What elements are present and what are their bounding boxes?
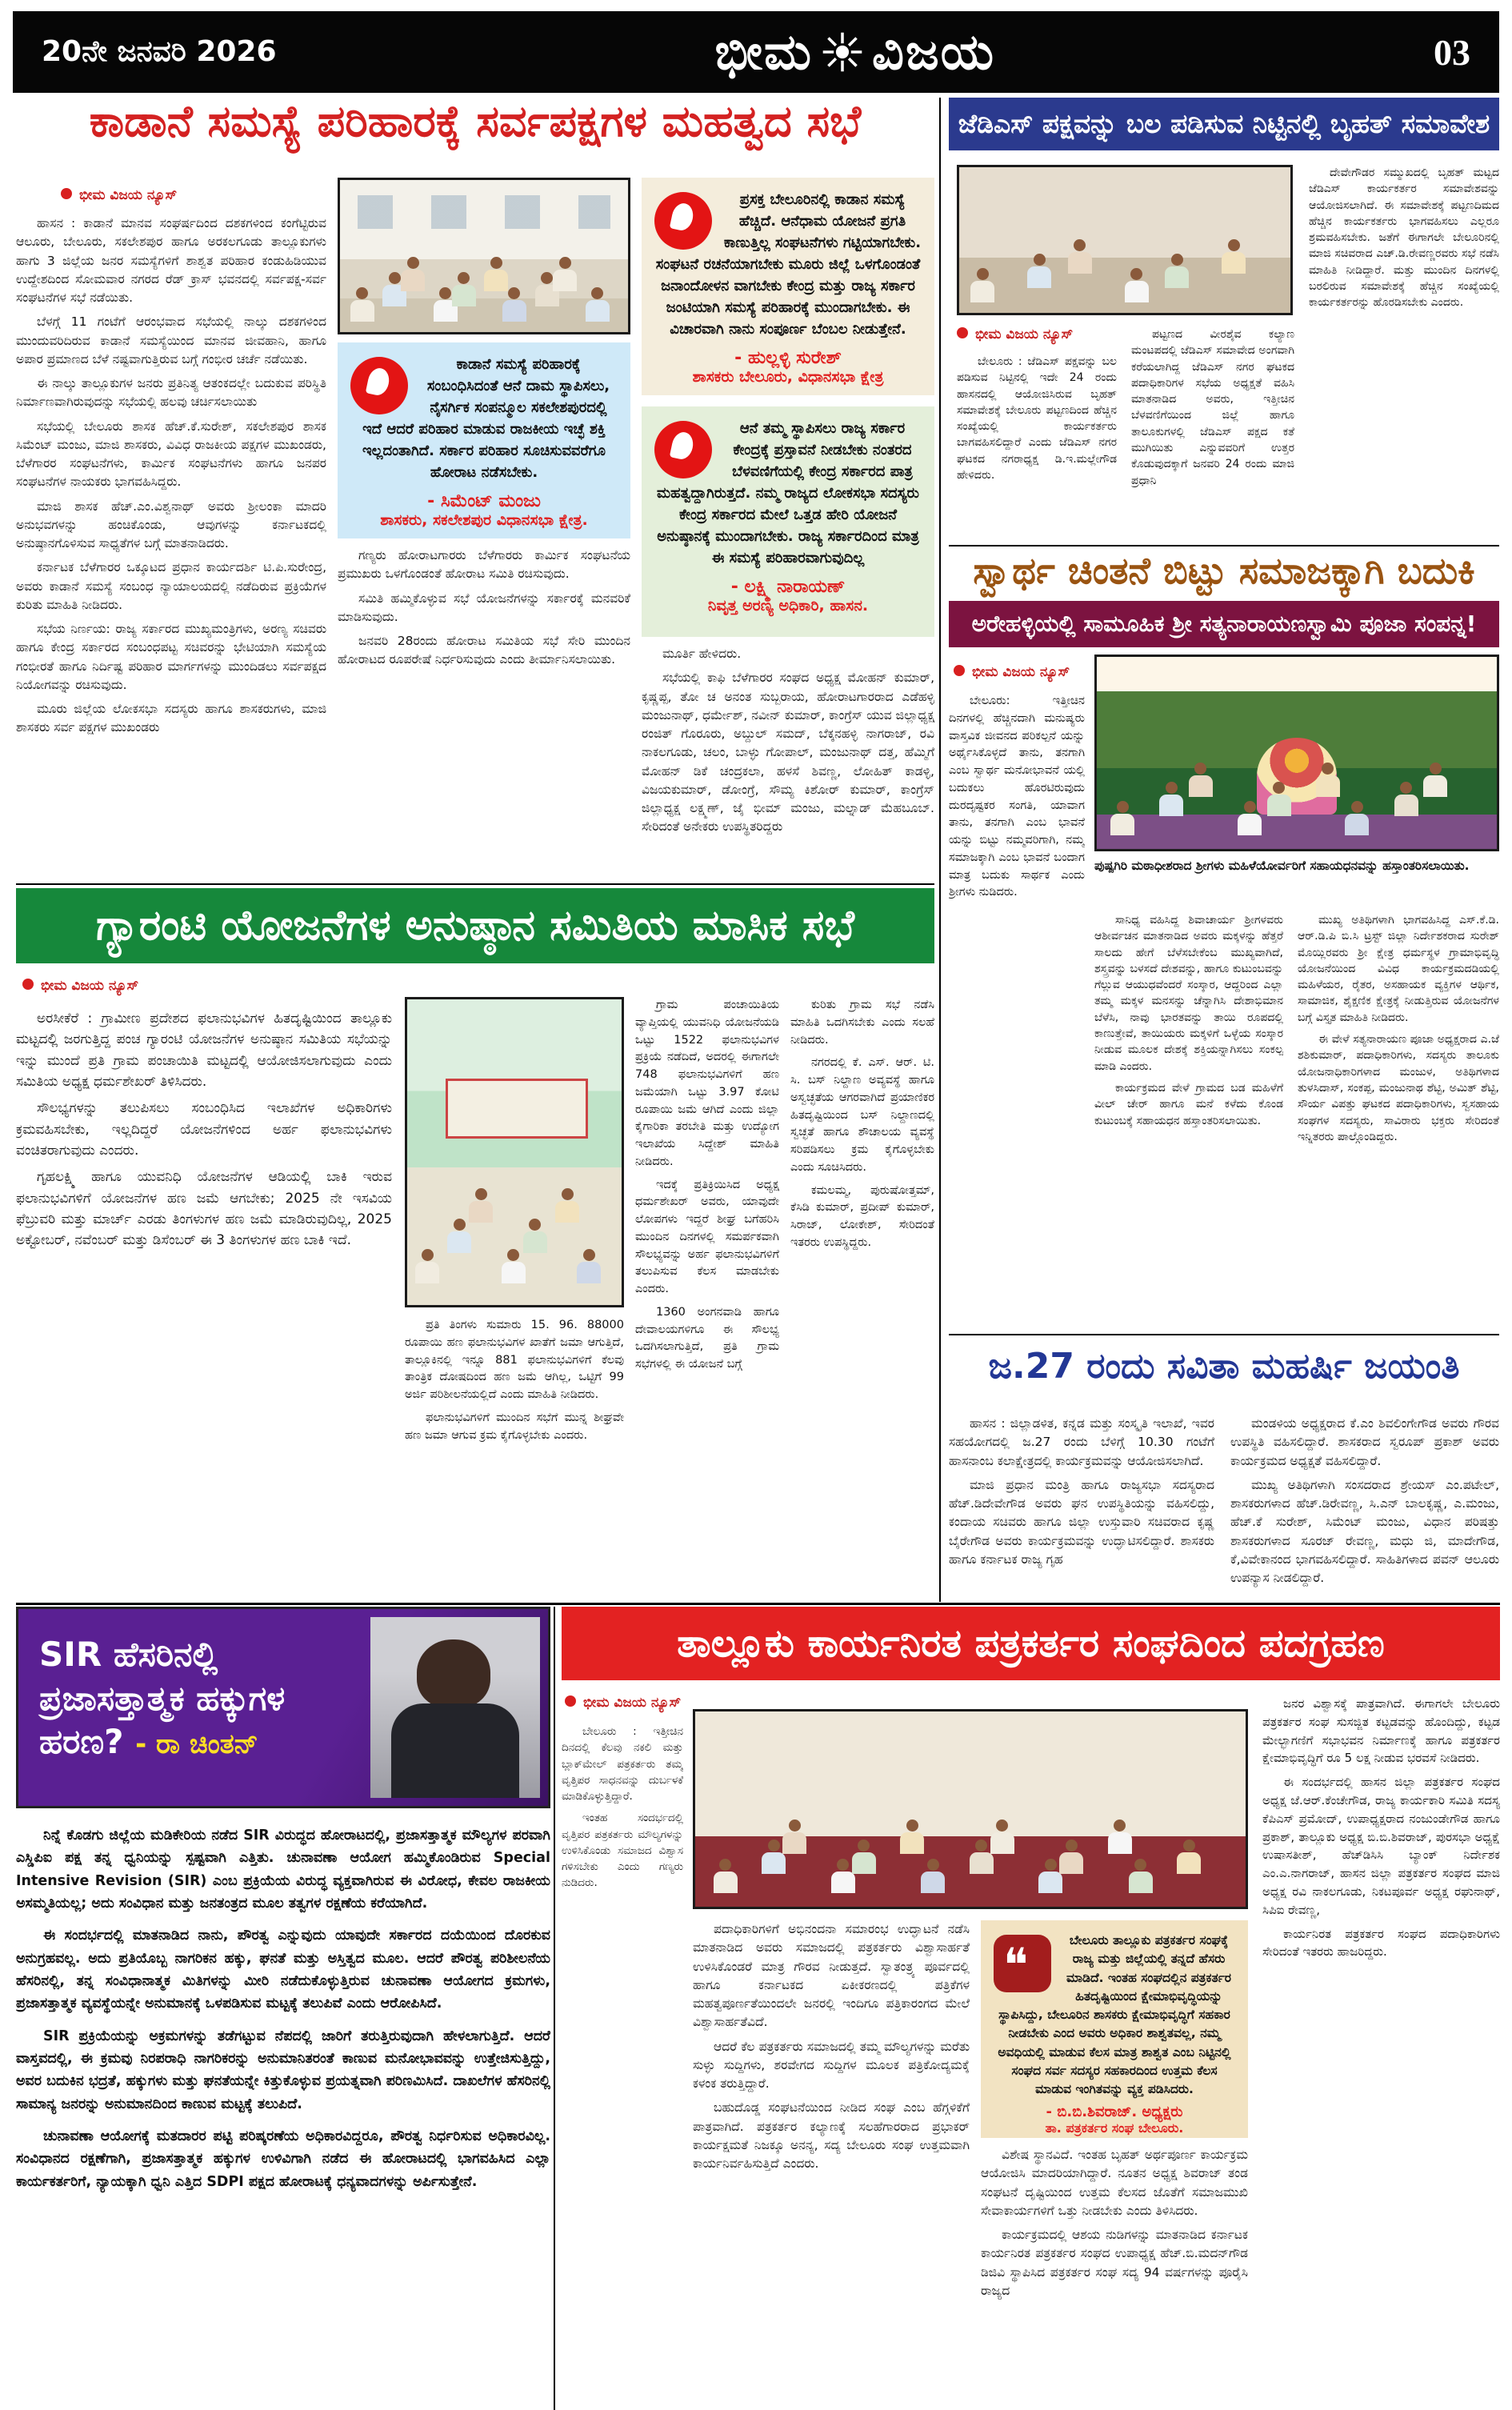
page-number: 03 bbox=[1434, 31, 1470, 73]
article-swartha-headline: ಸ್ವಾರ್ಥ ಚಿಂತನೆ ಬಿಟ್ಟು ಸಮಾಜಕ್ಕಾಗಿ ಬದುಕಿ bbox=[973, 550, 1475, 592]
paragraph: ಹಾಸನ : ಕಾಡಾನೆ ಮಾನವ ಸಂಘರ್ಷದಿಂದ ದಶಕಗಳಿಂದ ಕಂಗೆಟ್ಟಿರುವ ಆಲೂರು, ಬೇಲೂರು, ಸಕಲೇಶಪುರ ಹಾಗೂ ಅರಕಲಗೂಡು ತಾಲ್ಲೂಕುಗಳು ಹಾಗು 3 ಜಿಲ್ಲೆಯ ಜನರ ಸಮಸ್ಯೆಗಳಿಗೆ ಶಾಶ್ವತ ಪರಿಹಾರ ಕಂಡುಹಿಡಿಯುವ ಉದ್ದೇಶದಿಂದ ಸೋಮವಾರ ನಗರದ ರೆಡ್ ಕ್ರಾಸ್ ಭವನದಲ್ಲಿ ಸರ್ವಪಕ್ಷ-ಸರ್ವ ಸಂಘಟನೆಗಳ ಸಭೆ ನಡೆಯಿತು. bbox=[16, 216, 326, 305]
article-jds-headline: ಜೆಡಿಎಸ್ ಪಕ್ಷವನ್ನು ಬಲ ಪಡಿಸುವ ನಿಟ್ಟಿನಲ್ಲಿ ಬೃಹತ್ ಸಮಾವೇಶ bbox=[949, 98, 1499, 150]
paragraph: ಸಭೆಯ ನಿರ್ಣಯ: ರಾಜ್ಯ ಸರ್ಕಾರದ ಮುಖ್ಯಮಂತ್ರಿಗಳು, ಅರಣ್ಯ ಸಚಿವರು ಹಾಗೂ ಕೇಂದ್ರ ಸರ್ಕಾರದ ಸಂಬಂಧಪಟ್ಟ ಸಚಿವರನ್ನು ಭೇಟಿಯಾಗಿ ಸಮಸ್ಯೆಯ ಗಂಭೀರತೆ ಹಾಗೂ ನಿರ್ದಿಷ್ಟ ಪರಿಹಾರ ಮಾರ್ಗಗಳನ್ನು ಮುಂದಿಡಲು ಸರ್ವಪಕ್ಷದ ನಿಯೋಗವನ್ನು ರಚಿಸುವುದು. bbox=[16, 622, 326, 692]
paragraph: ಮಂಡಳಿಯ ಅಧ್ಯಕ್ಷರಾದ ಕೆ.ಎಂ ಶಿವಲಿಂಗೇಗೌಡ ಅವರು ಗೌರವ ಉಪಸ್ಥಿತಿ ವಹಿಸಲಿದ್ದಾರೆ. ಶಾಸಕರಾದ ಸ್ವರೂಪ್ ಪ್ರಕಾಶ್ ಅವರು ಕಾರ್ಯಕ್ರಮದ ಅಧ್ಯಕ್ಷತೆ ವಹಿಸಲಿದ್ದಾರೆ. bbox=[1230, 1416, 1499, 1468]
paragraph: ಗೃಹಲಕ್ಷ್ಮಿ ಹಾಗೂ ಯುವನಿಧಿ ಯೋಜನೆಗಳ ಆಡಿಯಲ್ಲಿ ಬಾಕಿ ಇರುವ ಫಲಾನುಭವಿಗಳಿಗೆ ಯೋಜನೆಗಳ ಹಣ ಜಮೆ ಆಗಬೇಕು; 2025 ನೇ ಇಸವಿಯ ಫೆಬ್ರುವರಿ ಮತ್ತು ಮಾರ್ಚ್ ಎರಡು ತಿಂಗಳುಗಳ ಹಣ ಜಮೆ ಮಾಡಿರುವುದಿಲ್ಲ, 2025 ಅಕ್ಟೋಬರ್, ನವೆಂಬರ್ ಮತ್ತು ಡಿಸೆಂಬರ್ ಈ 3 ತಿಂಗಳುಗಳ ಹಣ ಬಾಕಿ ಇದೆ. bbox=[16, 1169, 392, 1249]
paragraph: ಬೇಲೂರು : ಜೆಡಿಎಸ್ ಪಕ್ಷವನ್ನು ಬಲ ಪಡಿಸುವ ನಿಟ್ಟಿನಲ್ಲಿ ಇದೇ 24 ರಂದು ಹಾಸನದಲ್ಲಿ ಆಯೋಜಿಸಿರುವ ಬೃಹತ್ ಸಮಾವೇಶಕ್ಕೆ ಬೇಲೂರು ಪಟ್ಟಣದಿಂದ ಹೆಚ್ಚಿನ ಸಂಖ್ಯೆಯಲ್ಲಿ ಕಾರ್ಯಕರ್ತರು ಬಾಗವಹಿಸಲಿದ್ದಾರೆ ಎಂದು ಜೆಡಿಎಸ್ ನಗರ ಘಟಕದ ನಗರಾಧ್ಯಕ್ಷ ಡಿ.ಇ.ಮಲ್ಲೇಗೌಡ ಹೇಳಿದರು. bbox=[957, 355, 1117, 482]
paragraph: ಅರಸೀಕೆರೆ : ಗ್ರಾಮೀಣ ಪ್ರದೇಶದ ಫಲಾನುಭವಿಗಳ ಹಿತದೃಷ್ಟಿಯಿಂದ ತಾಲ್ಲೂಕು ಮಟ್ಟದಲ್ಲಿ ಜರಗುತ್ತಿದ್ದ ಪಂಚ ಗ್ಯಾರಂಟಿ ಯೋಜನೆಗಳ ಅನುಷ್ಠಾನ ಸಮಿತಿಯ ಸಭೆಯನ್ನು ಇನ್ನು ಮುಂದೆ ಪ್ರತಿ ಗ್ರಾಮ ಪಂಚಾಯಿತಿ ಮಟ್ಟದಲ್ಲಿ ಆಯೋಜಿಸಲಾಗುವುದು ಎಂದು ಸಮಿತಿಯ ಅಧ್ಯಕ್ಷ ಧರ್ಮಶೇಖರ್ ತಿಳಿಸಿದರು. bbox=[16, 1011, 392, 1091]
paragraph: ಬೇಲೂರು : ಇತ್ತೀಚಿನ ದಿನದಲ್ಲಿ ಕೆಲವು ನಕಲಿ ಮತ್ತು ಬ್ಲಾಕ್‌ಮೇಲ್ ಪತ್ರಕರ್ತರು ತಮ್ಮ ವೃತ್ತಿಪರ ಸಾಧನವನ್ನು ದುರ್ಬಳಕೆ ಮಾಡಿಕೊಳ್ಳುತ್ತಿದ್ದಾರೆ. bbox=[562, 1725, 683, 1803]
article-patrakartha-column-1 bbox=[562, 1723, 683, 2410]
article-jds-column-1 bbox=[957, 354, 1117, 546]
quote-box-lakshmi-narayan bbox=[642, 406, 934, 637]
person-figure bbox=[898, 1820, 926, 1854]
person-figure bbox=[1220, 239, 1247, 274]
article-guarantee-headline: ಗ್ಯಾರಂಟಿ ಯೋಜನೆಗಳ ಅನುಷ್ಠಾನ ಸಮಿತಿಯ ಮಾಸಿಕ ಸಭೆ bbox=[16, 888, 934, 963]
paragraph: ಕಾರ್ಯಕ್ರಮದಲ್ಲಿ ಆಶಯ ನುಡಿಗಳನ್ನು ಮಾತನಾಡಿದ ಕರ್ನಾಟಕ ಕಾರ್ಯನಿರತ ಪತ್ರಕರ್ತರ ಸಂಘದ ಉಪಾಧ್ಯಕ್ಷ ಹೆಚ್.ಬಿ.ಮದನ್‌ಗೌಡ ಡಿಜಿವಿ ಸ್ಥಾಪಿಸಿದ ಪತ್ರಕರ್ತರ ಸಂಘ ಸದ್ಯ 94 ವರ್ಷಗಳನ್ನು ಪೂರೈಸಿ ರಾಜ್ಯದ bbox=[981, 2228, 1248, 2298]
paragraph: ಈ ನಾಲ್ಕು ತಾಲ್ಲೂಕುಗಳ ಜನರು ಪ್ರತಿನಿತ್ಯ ಆತಂಕದಲ್ಲೇ ಬದುಕುವ ಪರಿಸ್ಥಿತಿ ನಿರ್ಮಾಣವಾಗಿರುವುದನ್ನು ಸಭೆಯಲ್ಲಿ ಹಲವು ಚರ್ಚಿಸಲಾಯಿತು bbox=[16, 376, 326, 410]
person-figure bbox=[482, 257, 510, 291]
article-jds-column-3 bbox=[1309, 165, 1499, 546]
quote-text: ಬೇಲೂರು ತಾಲ್ಲೂಕು ಪತ್ರಕರ್ತರ ಸಂಘಕ್ಕೆ ರಾಜ್ಯ ಮತ್ತು ಜಿಲ್ಲೆಯಲ್ಲಿ ತನ್ನದೆ ಹೆಸರು ಮಾಡಿದೆ. ಇಂತಹ ಸಂಘದಲ್ಲಿನ ಪತ್ರಕರ್ತರ ಹಿತದೃಷ್ಟಿಯಿಂದ ಕ್ಷೇಮಾಭಿವೃದ್ಧಿಯನ್ನು ಸ್ಥಾಪಿಸಿದ್ದು, ಬೇಲೂರಿನ ಶಾಸಕರು ಕ್ಷೇಮಾಭಿವೃದ್ಧಿಗೆ ಸಹಕಾರ ನೀಡಬೇಕು ಎಂದ ಅವರು ಅಧಿಕಾರ ಶಾಶ್ವತವಲ್ಲ, ನಮ್ಮ ಅವಧಿಯಲ್ಲಿ ಮಾಡುವ ಕೆಲಸ ಮಾತ್ರ ಶಾಶ್ವತ ಎಂಬ ನಿಟ್ಟಿನಲ್ಲಿ ಸಂಘದ ಸರ್ವ ಸದಸ್ಯರ ಸಹಕಾರದಿಂದ ಉತ್ತಮ ಕೆಲಸ ಮಾಡುವ ಇಂಗಿತವನ್ನು ವ್ಯಕ್ತ ಪಡಿಸಿದರು. bbox=[998, 1933, 1231, 2096]
article-sir-banner bbox=[16, 1607, 550, 1808]
paragraph: ನಗರದಲ್ಲಿ ಕೆ. ಎಸ್. ಆರ್. ಟಿ. ಸಿ. ಬಸ್ ನಿಲ್ದಾಣ ಅವ್ಯವಸ್ಥೆ ಹಾಗೂ ಅಸ್ವಚ್ಛತೆಯ ಆಗರವಾಗಿದೆ ಪ್ರಯಾಣಿಕರ ಹಿತದೃಷ್ಟಿಯಿಂದ ಬಸ್ ನಿಲ್ದಾಣದಲ್ಲಿ ಸ್ವಚ್ಛತೆ ಹಾಗೂ ಶೌಚಾಲಯ ವ್ಯವಸ್ಥೆ ಸರಿಪಡಿಸಲು ಕ್ರಮ ಕೈಗೊಳ್ಳಬೇಕು ಎಂದು ಸೂಚಿಸಿದರು. bbox=[790, 1056, 934, 1174]
article-kadane bbox=[16, 98, 934, 883]
byline-dot-icon bbox=[22, 979, 34, 990]
paragraph: ಪಟ್ಟಣದ ವೀರಶೈವ ಕಲ್ಯಾಣ ಮಂಟಪದಲ್ಲಿ ಜೆಡಿಎಸ್ ಸಮಾವೇದ ಅಂಗವಾಗಿ ಕರೆಯಲಾಗಿದ್ದ ಜೆಡಿಎಸ್ ನಗರ ಘಟಕದ ಪದಾಧಿಕಾರಿಗಳ ಸಭೆಯ ಅಧ್ಯಕ್ಷತೆ ವಹಿಸಿ ಮಾತನಾಡಿದ ಅವರು, ಇತ್ತೀಚಿನ ಬೆಳವಣಿಗೆಯಿಂದ ಜಿಲ್ಲೆ ಹಾಗೂ ತಾಲೂಕುಗಳಲ್ಲಿ ಜೆಡಿಎಸ್ ಪಕ್ಷದ ಕತೆ ಮುಗಿಯಿತು ಎನ್ನುವವರಿಗೆ ಉತ್ತರ ಕೊಡುವುದಕ್ಕಾಗೆ ಜನವರಿ 24 ರಂದು ಮಾಜಿ ಪ್ರಧಾನಿ bbox=[1131, 328, 1294, 487]
article-swartha-column-1 bbox=[949, 693, 1085, 1335]
paragraph: ಪ್ರತಿ ತಿಂಗಳು ಸುಮಾರು 15. 96. 88000 ರೂಪಾಯಿ ಹಣ ಫಲಾನುಭವಿಗಳ ಖಾತೆಗೆ ಜಮಾ ಆಗುತ್ತಿದೆ, ತಾಲ್ಲೂಕಿನಲ್ಲಿ ಇನ್ನೂ 881 ಫಲಾನುಭವಿಗಳಿಗೆ ಕೆಲವು ತಾಂತ್ರಿಕ ದೋಷದಿಂದ ಹಣ ಜಮೆ ಆಗಿಲ್ಲ, ಒಟ್ಟಿಗೆ 99 ಅರ್ಜಿ ಪರಿಶೀಲನೆಯಲ್ಲಿದೆ ಎಂದು ಮಾಹಿತಿ ನೀಡಿದರು. bbox=[405, 1319, 624, 1401]
article-swartha bbox=[949, 550, 1499, 1335]
person-figure bbox=[919, 1859, 946, 1893]
person-figure bbox=[1393, 782, 1420, 816]
quote-name: - ಲಕ್ಷ್ಮಿ ನಾರಾಯಣ್ bbox=[730, 577, 846, 597]
article-guarantee-column-2 bbox=[405, 1317, 624, 1602]
paragraph: ಈ ವೇಳೆ ಸತ್ಯನಾರಾಯಣ ಪೂಜಾ ಅಧ್ಯಕ್ಷರಾದ ಎ.ಜೆ ಶಶಿಕುಮಾರ್, ಪದಾಧಿಕಾರಿಗಳು, ಸದಸ್ಯರು ತಾಲೂಕು ಯೋಜನಾಧಿಕಾರಿಗಳಾದ ಮಂಜುಳ, ಅತಿಥಿಗಳಾದ ತುಳಸಿದಾಸ್, ಸಂಕಪ್ಪ, ಮಂಜುನಾಥ ಶೆಟ್ಟಿ, ಅಮಿತ್ ಶೆಟ್ಟಿ, ಸೌರ್ಯ ವಿಪತ್ತು ಘಟಕದ ಪದಾಧಿಕಾರಿಗಳು, ಸ್ವಸಹಾಯ ಸಂಘಗಳ ಸದಸ್ಯರು, ಸಾವಿರಾರು ಭಕ್ತರು ಸೇರಿದಂತೆ ಇನ್ನಿತರರು ಪಾಲ್ಗೊಂಡಿದ್ದರು. bbox=[1298, 1033, 1499, 1143]
masthead-sun-icon bbox=[821, 30, 864, 74]
paragraph: ಇಂತಹ ಸಂದರ್ಭದಲ್ಲಿ ವೃತ್ತಿಪರ ಪತ್ರಕರ್ತರು ಮೌಲ್ಯಗಳನ್ನು ಉಳಿಸಿಕೊಂಡು ಸಮಾಜದ ವಿಶ್ವಾಸ ಗಳಿಸಬೇಕು ಎಂದು ಗಣ್ಯರು ನುಡಿದರು. bbox=[562, 1812, 683, 1890]
paragraph: ದೇವೇಗೌಡರ ಸಮ್ಮುಖದಲ್ಲಿ ಬೃಹತ್ ಮಟ್ಟದ ಜೆಡಿಎಸ್ ಕಾರ್ಯಕರ್ತರ ಸಮಾವೇಶವನ್ನು ಆಯೋಜಿಸಲಾಗಿದೆ. ಈ ಸಮಾವೇಶಕ್ಕೆ ಪಟ್ಟಣದಿಮದ ಹೆಚ್ಚಿನ ಕಾರ್ಯಕರ್ತರು ಭಾಗವಹಿಸಲು ಎಲ್ಲರೂ ಶ್ರಮವಹಿಸಬೇಕು. ಜತೆಗೆ ಈಗಾಗಲೇ ಬೇಲೂರಿನಲ್ಲಿ ಮಾಜಿ ಸಚಿವರಾದ ಎಚ್.ಡಿ.ರೇವಣ್ಣರವರು ಸಭೆ ನಡೆಸಿ ಮಾಹಿತಿ ನೀಡಿದ್ದಾರೆ. ಮತ್ತು ಮುಂದಿನ ದಿನಗಳಲ್ಲಿ ಬರಲಿರುವ ಸಮಾವೇಶಕ್ಕೆ ಹೆಚ್ಚಿನ ಸಂಖ್ಯೆಯಲ್ಲಿ ಕಾರ್ಯಕರ್ತರನ್ನು ಹೊರಡಿಸಬೇಕು ಎಂದರು. bbox=[1309, 166, 1499, 310]
quote-name: - ಬಿ.ಬಿ.ಶಿವರಾಜ್. ಅಧ್ಯಕ್ಷರು bbox=[1046, 2104, 1183, 2121]
paragraph: ಹಾಸನ : ಜಿಲ್ಲಾಡಳಿತ, ಕನ್ನಡ ಮತ್ತು ಸಂಸ್ಕೃತಿ ಇಲಾಖೆ, ಇವರ ಸಹಯೋಗದಲ್ಲಿ ಜ.27 ರಂದು ಬೆಳಿಗ್ಗೆ 10.30 ಗಂಟೆಗೆ ಹಾಸನಾಂಬ ಕಲಾಕ್ಷೇತ್ರದಲ್ಲಿ ಕಾರ್ಯಕ್ರಮವನ್ನು ಆಯೋಜಿಸಲಾಗಿದೆ. bbox=[949, 1416, 1214, 1468]
paragraph: ಮೂರು ಜಿಲ್ಲೆಯ ಲೋಕಸಭಾ ಸದಸ್ಯರು ಹಾಗೂ ಶಾಸಕರುಗಳು, ಮಾಜಿ ಶಾಸಕರು ಸರ್ವ ಪಕ್ಷಗಳ ಮುಖಂಡರು bbox=[16, 702, 326, 735]
article-patrakartha bbox=[562, 1607, 1500, 2410]
article-patrakartha-column-3 bbox=[981, 2146, 1248, 2410]
paragraph: 1360 ಅಂಗನವಾಡಿ ಹಾಗೂ ದೇವಾಲಯಗಳಿಗೂ ಈ ಸೌಲಭ್ಯ ಒದಗಿಸಲಾಗುತ್ತಿದೆ, ಪ್ರತಿ ಗ್ರಾಮ ಸಭೆಗಳಲ್ಲಿ ಈ ಯೋಜನೆ ಬಗ್ಗೆ bbox=[635, 1305, 779, 1371]
person-figure bbox=[1106, 1820, 1134, 1854]
article-savitha-column-1 bbox=[949, 1415, 1214, 1602]
person-figure bbox=[1158, 782, 1185, 816]
person-figure bbox=[1058, 1840, 1085, 1874]
paragraph: ಮೂರ್ತಿ ಹೇಳಿದರು. bbox=[662, 647, 742, 661]
article-jds-column-2 bbox=[1131, 326, 1294, 546]
masthead-word-left: ಭೀಮ bbox=[714, 22, 813, 81]
vertical-divider bbox=[939, 98, 941, 1602]
person-figure bbox=[1123, 268, 1150, 302]
paragraph: ಬಹುದೊಡ್ಡ ಸಂಘಟನೆಯಿಂದ ನೀಡಿದ ಸಂಘ ಎಂಬ ಹೆಗ್ಗಳಿಕೆಗೆ ಪಾತ್ರವಾಗಿದೆ. ಪತ್ರಕರ್ತರ ಕಲ್ಯಾಣಕ್ಕೆ ಸಲಹೆಗಾರರಾದ ಪ್ರಭಾಕರ್ ಕಾರ್ಯಕ್ಷಮತೆ ನಿಜಕ್ಕೂ ಅನನ್ಯ, ಸದ್ಯ ಬೇಲೂರು ಸಂಘ ಉತ್ತಮವಾಗಿ ಕಾರ್ಯನಿರ್ವಹಿಸುತ್ತಿದೆ ಎಂದರು. bbox=[693, 2100, 970, 2171]
paragraph: ಸಭೆಯಲ್ಲಿ ಕಾಫಿ ಬೆಳೆಗಾರರ ಸಂಘದ ಅಧ್ಯಕ್ಷ ಮೋಹನ್ ಕುಮಾರ್, ಕೃಷ್ಣಪ್ಪ, ತೋ ಚ ಅನಂತ ಸುಬ್ಬರಾಯ, ಹೋರಾಟಗಾರರಾದ ಎಡೆಹಳ್ಳಿ ಮಂಜುನಾಥ್, ಧರ್ಮೇಶ್, ನವೀನ್ ಕುಮಾರ್, ಕಾಂಗ್ರೆಸ್ ಯುವ ಜಿಲ್ಲಾಧ್ಯಕ್ಷ ರಂಜಿತ್ ಗೊರೂರು, ಅಬ್ದುಲ್ ಸಮದ್, ಬೆಕ್ಕನಹಳ್ಳಿ ನಾಗರಾಜ್, ರವಿ ನಾಕಲಗೂಡು, ಚಲಂ, ಬಾಳ್ಳು ಗೋಪಾಲ್, ಮಂಜುನಾಥ್ ದತ್ತ, ಹೆಮ್ಮಿಗೆ ಮೋಹನ್ ಡಿಕೆ ಚಂದ್ರಕಲಾ, ಹಳಸೆ ಶಿವಣ್ಣ, ಲೋಹಿತ್ ಕಾಡಳ್ಳಿ, ವಿಜಯಕುಮಾರ್, ಡೋಂಗ್ರೆ, ಸೌಮ್ಯ ಕಿಶೋರ್ ಕುಮಾರ್, ಕಾಂಗ್ರೆಸ್ ಜಿಲ್ಲಾಧ್ಯಕ್ಷ ಲಕ್ಷ್ಮಣ್, ಜೈ ಭೀಮ್ ಮಂಜು, ಮಲ್ನಾಡ್ ಮೆಹಬೂಬ್. ಸೇರಿದಂತೆ ಅನೇಕರು ಉಪಸ್ಥಿತರಿದ್ದರು bbox=[642, 671, 934, 835]
paragraph: ಇದಕ್ಕೆ ಪ್ರತಿಕ್ರಿಯಿಸಿದ ಅಧ್ಯಕ್ಷ ಧರ್ಮಶೇಖರ್ ಅವರು, ಯಾವುದೇ ಲೋಪಗಳು ಇದ್ದರೆ ಶೀಘ್ರ ಬಗೆಹರಿಸಿ ಮುಂದಿನ ದಿನಗಳಲ್ಲಿ ಸಮರ್ಪಕವಾಗಿ ಸೌಲಭ್ಯವನ್ನು ಅರ್ಹ ಫಲಾನುಭವಿಗಳಿಗೆ ತಲುಪಿಸುವ ಕೆಲಸ ಮಾಡಬೇಕು ಎಂದರು. bbox=[635, 1178, 779, 1295]
article-patrakartha-headline: ತಾಲ್ಲೂಕು ಕಾರ್ಯನಿರತ ಪತ್ರಕರ್ತರ ಸಂಘದಿಂದ ಪದಗ್ರಹಣ bbox=[562, 1607, 1500, 1680]
article-kadane-column-1 bbox=[16, 178, 326, 883]
photo-ra-chinthan-portrait bbox=[370, 1617, 540, 1798]
photo-caption: ಪುಷ್ಪಗಿರಿ ಮಠಾಧೀಶರಾದ ಶ್ರೀಗಳು ಮಹಿಳೆಯೋರ್ವರಿಗೆ ಸಹಾಯಧನವನ್ನು ಹಸ್ತಾಂತರಿಸಲಾಯಿತು. bbox=[1094, 859, 1470, 873]
person-figure bbox=[446, 1219, 473, 1253]
photo-meeting-hall bbox=[338, 178, 630, 334]
person-figure bbox=[1026, 254, 1053, 288]
person-figure bbox=[522, 1219, 549, 1253]
person-figure bbox=[712, 1859, 739, 1893]
article-sir-opinion bbox=[16, 1607, 550, 2410]
vertical-divider bbox=[554, 1607, 555, 2410]
quote-text: ಆನೆ ತಮ್ಮ ಸ್ಥಾಪಿಸಲು ರಾಜ್ಯ ಸರ್ಕಾರ ಕೇಂದ್ರಕ್ಕೆ ಪ್ರಸ್ತಾವನೆ ನೀಡಬೇಕು ನಂತರದ ಬೆಳವಣಿಗೆಯಲ್ಲಿ ಕೇಂದ್ರ ಸರ್ಕಾರದ ಪಾತ್ರ ಮಹತ್ವದ್ದಾಗಿರುತ್ತದೆ. ನಮ್ಮ ರಾಜ್ಯದ ಲೋಕಸಭಾ ಸದಸ್ಯರು ಕೇಂದ್ರ ಸರ್ಕಾರದ ಮೇಲೆ ಒತ್ತಡ ಹೇರಿ ಯೋಜನೆ ಅನುಷ್ಠಾನಕ್ಕೆ ಮುಂದಾಗಬೇಕು. ರಾಜ್ಯ ಸರ್ಕಾರದಿಂದ ಮಾತ್ರ ಈ ಸಮಸ್ಯೆ ಪರಿಹಾರವಾಗುವುದಿಲ್ಲ bbox=[657, 420, 919, 566]
person-figure bbox=[399, 257, 426, 291]
byline-dot-icon bbox=[957, 327, 968, 338]
byline: ಭೀಮ ವಿಜಯ ನ್ಯೂಸ್ bbox=[565, 1695, 681, 1711]
paragraph: ಕಾರ್ಯಕ್ರಮದ ವೇಳೆ ಗ್ರಾಮದ ಬಡ ಮಹಿಳೆಗೆ ವೀಲ್ ಚೇರ್ ಹಾಗೂ ಮನೆ ಕಳೆದು ಕೊಂಡ ಕುಟುಂಬಕ್ಕೆ ಸಹಾಯಧನ ಹಸ್ತಾಂತರಿಸಲಾಯಿತು. bbox=[1094, 1081, 1283, 1127]
paragraph: ಈ ಸಂದರ್ಭದಲ್ಲಿ ಹಾಸನ ಜಿಲ್ಲಾ ಪತ್ರಕರ್ತರ ಸಂಘದ ಅಧ್ಯಕ್ಷ ಜೆ.ಆರ್.ಕೆಂಚೇಗೌಡ, ರಾಜ್ಯ ಕಾರ್ಯಕಾರಿ ಸಮಿತಿ ಸದಸ್ಯ ಕೆಪಿಎಸ್ ಪ್ರಮೋದ್, ಉಪಾಧ್ಯಕ್ಷರಾದ ನಂಜುಂಡೇಗೌಡ ಹಾಗೂ ಪ್ರಕಾಶ್, ತಾಲ್ಲೂಕು ಅಧ್ಯಕ್ಷ ಬಿ.ಬಿ.ಶಿವರಾಜ್, ಪುರಸಭಾ ಅಧ್ಯಕ್ಷೆ ಉಷಾಸತೀಶ್, ಹೆಚ್‌ಡಿಸಿಸಿ ಬ್ಯಾಂಕ್ ನಿರ್ದೇಶಕ ಎಂ.ಎ.ನಾಗರಾಜ್, ಹಾಸನ ಜಿಲ್ಲಾ ಪತ್ರಕರ್ತರ ಸಂಘದ ಮಾಜಿ ಅಧ್ಯಕ್ಷ ರವಿ ನಾಕಲಗೂಡು, ನಿಕಟಪೂರ್ವ ಅಧ್ಯಕ್ಷ ರಘುನಾಥ್, ಸಿಪಿಐ ರೇವಣ್ಣ, bbox=[1262, 1775, 1500, 1917]
quote-icon bbox=[350, 357, 408, 414]
person-figure bbox=[554, 1188, 581, 1223]
person-figure bbox=[1343, 801, 1370, 835]
paragraph: ಸೌಲಭ್ಯಗಳನ್ನು ತಲುಪಿಸಲು ಸಂಬಂಧಿಸಿದ ಇಲಾಖೆಗಳ ಅಧಿಕಾರಿಗಳು ಕ್ರಮವಹಿಸಬೇಕು, ಇಲ್ಲದಿದ್ದರೆ ಯೋಜನೆಗಳಿಂದ ಅರ್ಹ ಫಲಾನುಭವಿಗಳು ವಂಚಿತರಾಗುವುದು ಎಂದರು. bbox=[16, 1100, 392, 1159]
article-savitha-jayanthi bbox=[949, 1338, 1499, 1602]
article-patrakartha-column-2 bbox=[693, 1920, 970, 2410]
paragraph: ಸಭೆಯಲ್ಲಿ ಬೇಲೂರು ಶಾಸಕ ಹೆಚ್.ಕೆ.ಸುರೇಶ್, ಸಕಲೇಶಪುರ ಶಾಸಕ ಸಿಮೆಂಟ್ ಮಂಜು, ಮಾಜಿ ಶಾಸಕರು, ವಿವಿಧ ರಾಜಕೀಯ ಪಕ್ಷಗಳ ಮುಖಂಡರು, ಬೆಳೆಗಾರರ ಸಂಘಟನೆಗಳು, ಕಾರ್ಮಿಕ ಸಂಘಟನೆಗಳು ಹಾಗೂ ಜನಪರ ಸಂಘಟನೆಗಳ ನಾಯಕರು ಭಾಗವಹಿಸಿದ್ದರು. bbox=[16, 418, 326, 490]
byline-dot-icon bbox=[954, 665, 965, 676]
paragraph: ವಿಶೇಷ ಸ್ಥಾನವಿದೆ. ಇಂತಹ ಬೃಹತ್ ಅರ್ಥಪೂರ್ಣ ಕಾರ್ಯಕ್ರಮ ಆಯೋಜಿಸಿ ಮಾದರಿಯಾಗಿದ್ದಾರೆ. ನೂತನ ಅಧ್ಯಕ್ಷ ಶಿವರಾಜ್ ತಂಡ ಸಂಘಟನೆ ದೃಷ್ಟಿಯಿಂದ ಉತ್ತಮ ಕೆಲಸದ ಜೊತೆಗೆ ಸಮಾಜಮುಖಿ ಸೇವಾಕಾರ್ಯಗಳಿಗೆ ಒತ್ತು ನೀಡಬೇಕು ಎಂದು ತಿಳಿಸಿದರು. bbox=[981, 2148, 1248, 2218]
quote-title: ತಾ. ಪತ್ರಕರ್ತರ ಸಂಘ ಬೇಲೂರು. bbox=[1045, 2120, 1184, 2136]
paragraph: ಮುಖ್ಯ ಅತಿಥಿಗಳಾಗಿ ಭಾಗವಹಿಸಿದ್ದ ಎಸ್.ಕೆ.ಡಿ. ಆರ್.ಡಿ.ಪಿ ಬಿ.ಸಿ ಟ್ರಸ್ಟ್ ಜಿಲ್ಲಾ ನಿರ್ದೇಶಕರಾದ ಸುರೇಶ್ ಮೊಯ್ಲಿರವರು ಶ್ರೀ ಕ್ಷೇತ್ರ ಧರ್ಮಸ್ಥಳ ಗ್ರಾಮಾಭಿವೃದ್ಧಿ ಯೋಜನೆಯಿಂದ ವಿವಿಧ ಕಾರ್ಯಕ್ರಮದಡಿಯಲ್ಲಿ ಮಹಿಳೆಯರ, ರೈತರ, ಅಸಹಾಯಕ ವ್ಯಕ್ತಿಗಳ ಆರ್ಥಿಕ, ಸಾಮಾಜಿಕ, ಶೈಕ್ಷಣಿಕ ಕ್ಷೇತ್ರಕ್ಕೆ ನೀಡುತ್ತಿರುವ ಯೋಜನೆಗಳ ಬಗ್ಗೆ ವಿಸ್ತೃತ ಮಾಹಿತಿ ನೀಡಿದರು. bbox=[1298, 914, 1499, 1024]
paragraph: ಈ ಸಂದರ್ಭದಲ್ಲಿ ಮಾತನಾಡಿದ ನಾನು, ಪೌರತ್ವ ಎನ್ನುವುದು ಯಾವುದೇ ಸರ್ಕಾರದ ದಯೆಯಿಂದ ದೊರಕುವ ಅನುಗ್ರಹವಲ್ಲ. ಅದು ಪ್ರತಿಯೊಬ್ಬ ನಾಗರಿಕನ ಹಕ್ಕು, ಘನತೆ ಮತ್ತು ಅಸ್ತಿತ್ವದ ಮೂಲ. ಆದರೆ ಪೌರತ್ವ ಪರಿಶೀಲನೆಯ ಹೆಸರಿನಲ್ಲಿ, ತನ್ನ ಸಂವಿಧಾನಾತ್ಮಕ ಮಿತಿಗಳನ್ನು ಮೀರಿ ನಡೆದುಕೊಳ್ಳುತ್ತಿರುವ ಚುನಾವಣಾ ಆಯೋಗದ ಕ್ರಮಗಳು, ಪ್ರಜಾಸತ್ತಾತ್ಮಕ ವ್ಯವಸ್ಥೆಯನ್ನೇ ಅನುಮಾನಕ್ಕೆ ಒಳಪಡಿಸುವ ಮಟ್ಟಕ್ಕೆ ತಲುಪಿವೆ ಎಂದು ಆರೋಪಿಸಿದೆ. bbox=[16, 1928, 550, 2012]
article-jds bbox=[949, 98, 1499, 546]
quote-text: ಪ್ರಸಕ್ತ ಬೇಲೂರಿನಲ್ಲಿ ಕಾಡಾನ ಸಮಸ್ಯೆ ಹೆಚ್ಚಿದೆ. ಆನೆಧಾಮ ಯೋಜನೆ ಪ್ರಗತಿ ಕಾಣುತ್ತಿಲ್ಲ ಸಂಘಟನೆಗಳು ಗಟ್ಟಿಯಾಗಬೇಕು. ಸಂಘಟನೆ ರಚನೆಯಾಗಬೇಕು ಮೂರು ಜಿಲ್ಲೆ ಒಳಗೊಂಡಂತೆ ಜನಾಂದೋಳನ ವಾಗಬೇಕು ಕೇಂದ್ರ ಮತ್ತು ರಾಜ್ಯ ಸರ್ಕಾರ ಜಂಟಿಯಾಗಿ ಸಮಸ್ಯೆ ಪರಿಹಾರಕ್ಕೆ ಮುಂದಾಗಬೇಕು. ಈ ವಿಚಾರವಾಗಿ ನಾನು ಸಂಪೂರ್ಣ ಬೆಂಬಲ ನೀಡುತ್ತೇನೆ. bbox=[655, 191, 922, 338]
paragraph: ಫಲಾನುಭವಿಗಳಿಗೆ ಮುಂದಿನ ಸಭೆಗೆ ಮುನ್ನ ಶೀಘ್ರವೇ ಹಣ ಜಮಾ ಆಗುವ ಕ್ರಮ ಕೈಗೊಳ್ಳಬೇಕು ಎಂದರು. bbox=[405, 1411, 624, 1442]
byline: ಭೀಮ ವಿಜಯ ನ್ಯೂಸ್ bbox=[22, 978, 138, 994]
paragraph: ಸಮಿತಿ ಹಮ್ಮಿಕೊಳ್ಳುವ ಸಭೆ ಯೋಜನೆಗಳನ್ನು ಸರ್ಕಾರಕ್ಕೆ ಮನವರಿಕೆ ಮಾಡಿಸುವುದು. bbox=[338, 590, 630, 624]
paragraph: ಗ್ರಾಮ ಪಂಚಾಯಿತಿಯ ವ್ಯಾಪ್ತಿಯಲ್ಲಿ ಯುವನಿಧಿ ಯೋಜನೆಯಡಿ ಒಟ್ಟು 1522 ಫಲಾನುಭವಿಗಳ ಪ್ರಕ್ರಿಯೆ ನಡೆದಿದೆ, ಅದರಲ್ಲಿ ಈಗಾಗಲೇ 748 ಫಲಾನುಭವಿಗಳಿಗೆ ಹಣ ಜಮೆಯಾಗಿ ಒಟ್ಟು 3.97 ಕೋಟಿ ರೂಪಾಯಿ ಜಮೆ ಆಗಿದೆ ಎಂದು ಜಿಲ್ಲಾ ಕೈಗಾರಿಕಾ ತರಬೇತಿ ಮತ್ತು ಉದ್ಯೋಗ ಇಲಾಖೆಯ ಸಿದ್ದೇಶ್ ಮಾಹಿತಿ ನೀಡಿದರು. bbox=[635, 999, 779, 1168]
article-kadane-column-3-text bbox=[642, 645, 934, 837]
paragraph: ಕುರಿತು ಗ್ರಾಮ ಸಭೆ ನಡೆಸಿ ಮಾಹಿತಿ ಒದಗಿಸಬೇಕು ಎಂದು ಸಲಹೆ ನೀಡಿದರು. bbox=[790, 999, 934, 1047]
paragraph: ಚುನಾವಣಾ ಆಯೋಗಕ್ಕೆ ಮತದಾರರ ಪಟ್ಟಿ ಪರಿಷ್ಕರಣೆಯ ಅಧಿಕಾರವಿದ್ದರೂ, ಪೌರತ್ವ ನಿರ್ಧರಿಸುವ ಅಧಿಕಾರವಿಲ್ಲ. ಸಂವಿಧಾನದ ರಕ್ಷಣೆಗಾಗಿ, ಪ್ರಜಾಸತ್ತಾತ್ಮಕ ಹಕ್ಕುಗಳ ಉಳಿವಿಗಾಗಿ ನಡೆದ ಈ ಹೋರಾಟದಲ್ಲಿ ಭಾಗವಹಿಸಿದ ಎಲ್ಲಾ ಕಾರ್ಯಕರ್ತರಿಗೆ, ನ್ಯಾಯಕ್ಕಾಗಿ ಧ್ವನಿ ಎತ್ತಿದ SDPI ಪಕ್ಷದ ಹೋರಾಟಕ್ಕೆ ಧನ್ಯವಾದಗಳನ್ನು ಅರ್ಪಿಸುತ್ತೇನೆ. bbox=[16, 2128, 550, 2190]
horizontal-divider bbox=[16, 883, 934, 885]
edition-date: 20ನೇ ಜನವರಿ 2026 bbox=[42, 35, 277, 68]
article-patrakartha-column-right bbox=[1262, 1695, 1500, 2410]
photo-journalists-group bbox=[693, 1709, 1248, 1909]
article-guarantee-column-4 bbox=[790, 997, 934, 1602]
photo-taluk-panchayat-meeting bbox=[405, 997, 624, 1307]
article-kadane-column-2-text bbox=[338, 546, 630, 670]
person-figure bbox=[349, 287, 376, 322]
quote-icon bbox=[654, 192, 712, 250]
photo-jds-meeting bbox=[957, 165, 1293, 315]
byline: ಭೀಮ ವಿಜಯ ನ್ಯೂಸ್ bbox=[61, 187, 177, 203]
person-figure bbox=[1175, 1840, 1202, 1874]
person-figure bbox=[781, 1820, 808, 1854]
quote-title: ಶಾಸಕರು, ಸಕಲೇಶಪುರ ವಿಧಾನಸಭಾ ಕ್ಷೇತ್ರ. bbox=[380, 511, 588, 529]
article-swartha-column-3 bbox=[1298, 912, 1499, 1335]
paragraph: ಮುಖ್ಯ ಅತಿಥಿಗಳಾಗಿ ಸಂಸದರಾದ ಶ್ರೇಯಸ್ ಎಂ.ಪಟೇಲ್, ಶಾಸಕರುಗಳಾದ ಹೆಚ್.ಡಿರೇವಣ್ಣ, ಸಿ.ಎನ್ ಬಾಲಕೃಷ್ಣ, ಎ.ಮಂಜು, ಹೆಚ್.ಕೆ ಸುರೇಶ್, ಸಿಮೆಂಟ್ ಮಂಜು, ವಿಧಾನ ಪರಿಷತ್ತು ಶಾಸಕರುಗಳಾದ ಸೂರಜ್ ರೇವಣ್ಣ, ಮಧು ಜಿ, ಮಾದೇಗೌಡ, ಕೆ,ವಿವೇಕಾನಂದ ಭಾಗವಹಿಸಲಿದ್ದಾರೆ. ಸಾಹಿತಿಗಳಾದ ಪವನ್ ಆಲೂರು ಉಪನ್ಯಾಸ ನೀಡಲಿದ್ದಾರೆ. bbox=[1230, 1477, 1499, 1585]
paragraph: ಜನವರಿ 28ರಂದು ಹೋರಾಟ ಸಮಿತಿಯ ಸಭೆ ಸೇರಿ ಮುಂದಿನ ಹೋರಾಟದ ರೂಪರೇಷೆ ನಿರ್ಧರಿಸುವುದು ಎಂದು ತೀರ್ಮಾನಿಸಲಾಯಿತು. bbox=[338, 634, 630, 667]
paragraph: ಜನರ ವಿಶ್ವಾಸಕ್ಕೆ ಪಾತ್ರವಾಗಿದೆ. ಈಗಾಗಲೇ ಬೇಲೂರು ಪತ್ರಕರ್ತರ ಸಂಘ ಸುಸಜ್ಜಿತ ಕಟ್ಟಡವನ್ನು ಹೊಂದಿದ್ದು, ಕಟ್ಟಡ ಮೇಲ್ಭಾಗಣಿಗೆ ಸಭಾಭವನ ನಿರ್ಮಾಣಕ್ಕೆ ಹಾಗೂ ಪತ್ರಕರ್ತರ ಕ್ಷೇಮಾಭಿವೃದ್ಧಿಗೆ ರೂ 5 ಲಕ್ಷ ನೀಡುವ ಭರವಸೆ ನೀಡಿದರು. bbox=[1262, 1696, 1500, 1766]
person-figure bbox=[1109, 801, 1136, 835]
paragraph: ಸಾನಿಧ್ಯ ವಹಿಸಿದ್ದ ಶಿವಾಚಾರ್ಯ ಶ್ರೀಗಳವರು ಆಶೀರ್ವಚನ ಮಾತನಾಡಿದ ಅವರು ಮಕ್ಕಳನ್ನು ಹೆತ್ತರೆ ಸಾಲದು ಹೇಗೆ ಬೆಳೆಸಬೇಕೆಂಬ ಮುಖ್ಯವಾಗಿದೆ, ಶಸ್ತ್ರವನ್ನು ಬಳಸದೆ ದೇಶವನ್ನು, ಹಾಗೂ ಕುಟುಂಬವನ್ನು ಗೆಲ್ಲುವ ಆಯುಧವೆಂದರೆ ಸಂಸ್ಕಾರ, ಆದ್ದರಿಂದ ಎಲ್ಲಾ ತಮ್ಮ ಮಕ್ಕಳ ಮನಸನ್ನು ಚೆನ್ನಾಗಿಸಿ ದೇಶಾಭಿಮಾನ ಬೆಳೆಸಿ, ನಾವು ಭಾರತವನ್ನು ತಾಯಿ ರೂಪದಲ್ಲಿ ಕಾಣುತ್ತೇವೆ, ತಾಯಿಯರು ಮಕ್ಕಳಿಗೆ ಒಳ್ಳೆಯ ಸಂಸ್ಕಾರ ನೀಡುವ ಮೂಲಕ ದೇಶಕ್ಕೆ ಶಕ್ತಿಯನ್ನಾಗಿಸಲು ಸಂಕಲ್ಪ ಮಾಡಿ ಎಂದರು. bbox=[1094, 914, 1283, 1073]
person-figure bbox=[500, 1249, 527, 1283]
person-figure bbox=[551, 257, 578, 291]
paragraph: ಗಣ್ಯರು ಹೋರಾಟಗಾರರು ಬೆಳೆಗಾರರು ಕಾರ್ಮಿಕ ಸಂಘಟನೆಯ ಪ್ರಮುಖರು ಒಳಗೊಂಡಂತೆ ಹೋರಾಟ ಸಮಿತಿ ರಚಿಸುವುದು. bbox=[338, 548, 630, 582]
person-figure bbox=[1066, 239, 1094, 274]
quote-box-hullalli-suresh bbox=[642, 178, 934, 395]
quote-icon bbox=[654, 421, 712, 478]
quote-name: - ಸಿಮೆಂಟ್ ಮಂಜು bbox=[427, 491, 541, 511]
quote-box-bb-shivaraj bbox=[981, 1920, 1248, 2138]
paragraph: ಬೇಲೂರು: ಇತ್ತೀಚಿನ ದಿನಗಳಲ್ಲಿ ಹೆಚ್ಚಿನದಾಗಿ ಮನುಷ್ಯರು ವಾಸ್ತವಿಕ ಜೀವನದ ಪರಿಕಲ್ಪನೆ ಯನ್ನು ಅರ್ಥೈಸಿಕೊಳ್ಳದೆ ತಾನು, ತನಗಾಗಿ ಎಂಬ ಸ್ವಾರ್ಥ ಮನೋಭಾವನೆ ಯಲ್ಲಿ ಬದುಕಲು ಹೊರಟಿರುವುದು ದುರದೃಷ್ಟಕರ ಸಂಗತಿ, ಯಾವಾಗ ತಾನು, ತನಗಾಗಿ ಎಂಬ ಭಾವನೆ ಯನ್ನು ಬಿಟ್ಟು ನಮ್ಮವರಿಗಾಗಿ, ನಮ್ಮ ಸಮಾಜಕ್ಕಾಗಿ ಎಂಬ ಭಾವನೆ ಬಂದಾಗ ಮಾತ್ರ ಬದುಕು ಸಾರ್ಥಕ ಎಂದು ಶ್ರೀಗಳು ನುಡಿದರು. bbox=[949, 695, 1085, 899]
quote-icon bbox=[994, 1935, 1051, 1992]
photo-pooja-ceremony bbox=[1094, 655, 1499, 851]
article-sir-author: - ರಾ ಚಿಂತನ್ bbox=[135, 1728, 258, 1761]
article-savitha-column-2 bbox=[1230, 1415, 1499, 1602]
paragraph: SIR ಪ್ರಕ್ರಿಯೆಯನ್ನು ಅಕ್ರಮಗಳನ್ನು ತಡೆಗಟ್ಟುವ ನೆಪದಲ್ಲಿ ಜಾರಿಗೆ ತರುತ್ತಿರುವುದಾಗಿ ಹೇಳಲಾಗುತ್ತಿದೆ. ಆದರೆ ವಾಸ್ತವದಲ್ಲಿ, ಈ ಕ್ರಮವು ನಿರಪರಾಧಿ ನಾಗರಿಕರನ್ನು ಅನುಮಾನಿತರಂತೆ ಕಾಣುವ ಮನೋಭಾವವನ್ನು ಉತ್ತೇಜಿಸುತ್ತಿದ್ದು, ಅವರ ಬದುಕಿನ ಭದ್ರತೆ, ಹಕ್ಕುಗಳು ಮತ್ತು ಘನತೆಯನ್ನೇ ಕಿತ್ತುಕೊಳ್ಳುವ ಪ್ರಯತ್ನವಾಗಿ ಪರಿಣಮಿಸಿದೆ. ದಾಖಲೆಗಳ ಹೆಸರಿನಲ್ಲಿ ಸಾಮಾನ್ಯ ಜನರನ್ನು ಅನುಮಾನದಿಂದ ಕಾಣುವ ಮಟ್ಟಕ್ಕೆ ತಲುಪಿದೆ. bbox=[16, 2028, 550, 2112]
person-figure bbox=[969, 268, 996, 302]
byline: ಭೀಮ ವಿಜಯ ನ್ಯೂಸ್ bbox=[957, 326, 1073, 342]
person-figure bbox=[1163, 254, 1190, 288]
paragraph: ಬೆಳಗ್ಗೆ 11 ಗಂಟೆಗೆ ಆರಂಭವಾದ ಸಭೆಯಲ್ಲಿ ನಾಲ್ಕು ದಶಕಗಳಿಂದ ಮುಂದುವರಿದಿರುವ ಕಾಡಾನೆ ಸಮಸ್ಯೆಯಿಂದ ಮಾನವ ಜೀವಹಾನಿ, ಹಾಗೂ ಅಪಾರ ಪ್ರಮಾಣದ ಬೆಳೆ ನಷ್ಟವಾಗುತ್ತಿರುವ ಬಗ್ಗೆ ಗಂಭೀರ ಚರ್ಚೆ ನಡೆಯಿತು. bbox=[16, 314, 326, 366]
article-guarantee-column-1 bbox=[16, 1008, 392, 1602]
article-kadane-column-3 bbox=[642, 178, 934, 883]
paragraph: ನಿನ್ನೆ ಕೊಡಗು ಜಿಲ್ಲೆಯ ಮಡಿಕೇರಿಯ ನಡೆದ SIR ವಿರುದ್ಧದ ಹೋರಾಟದಲ್ಲಿ, ಪ್ರಜಾಸತ್ತಾತ್ಮಕ ಮೌಲ್ಯಗಳ ಪರವಾಗಿ ಎಸ್ಡಿಪಿಐ ಪಕ್ಷ ತನ್ನ ಧ್ವನಿಯನ್ನು ಸ್ಪಷ್ಟವಾಗಿ ಎತ್ತಿತು. ಚುನಾವಣಾ ಆಯೋಗ ಹಮ್ಮಿಕೊಂಡಿರುವ Special Intensive Revision (SIR) ಎಂಬ ಪ್ರಕ್ರಿಯೆಯ ವಿರುದ್ಧ ವ್ಯಕ್ತವಾಗಿರುವ ಈ ವಿರೋಧ, ಕೇವಲ ರಾಜಕೀಯ ಅಸಮ್ಮತಿಯಲ್ಲ; ಅದು ಸಂವಿಧಾನ ಮತ್ತು ಜನತಂತ್ರದ ಮೂಲ ತತ್ವಗಳ ರಕ್ಷಣೆಯ ಕರೆಯಾಗಿದೆ. bbox=[16, 1828, 550, 1912]
person-figure bbox=[850, 1840, 878, 1874]
person-figure bbox=[1314, 763, 1342, 797]
person-figure bbox=[467, 1188, 494, 1223]
paragraph: ಆದರೆ ಕೆಲ ಪತ್ರಕರ್ತರು ಸಮಾಜದಲ್ಲಿ ತಮ್ಮ ಮೌಲ್ಯಗಳನ್ನು ಮರೆತು ಸುಳ್ಳು ಸುದ್ದಿಗಳು, ಶರವೇಗದ ಸುದ್ದಿಗಳ ಮೂಲಕ ಪತ್ರಿಕೋದ್ಯಮಕ್ಕೆ ಕಳಂಕ ತರುತ್ತಿದ್ದಾರೆ. bbox=[693, 2039, 970, 2091]
person-figure bbox=[450, 272, 478, 306]
paragraph: ಕಮಲಮ್ಮ, ಪುರುಷೋತ್ತಮ್, ಕೆಸಿಡಿ ಕುಮಾರ್, ಪ್ರದೀಪ್ ಕುಮಾರ್, ಸಿರಾಜ್, ಲೋಕೇಶ್, ಸೇರಿದಂತೆ ಇತರರು ಉಪಸ್ಥಿದ್ದರು. bbox=[790, 1183, 934, 1249]
paragraph: ಮಾಜಿ ಶಾಸಕ ಹೆಚ್.ಎಂ.ವಿಶ್ವನಾಥ್ ಅವರು ಶ್ರೀಲಂಕಾ ಮಾದರಿ ಅನುಭವಗಳನ್ನು ಹಂಚಿಕೊಂಡು, ಆವುಗಳನ್ನು ಕರ್ನಾಟಕದಲ್ಲಿ ಅನುಷ್ಠಾನಗೊಳಿಸುವ ಸಾಧ್ಯತೆಗಳ ಬಗ್ಗೆ ಮಾತನಾಡಿದರು. bbox=[16, 498, 326, 550]
person-figure bbox=[1127, 1859, 1154, 1893]
person-figure bbox=[414, 1249, 441, 1283]
article-swartha-column-2 bbox=[1094, 912, 1283, 1335]
horizontal-divider bbox=[16, 1603, 1500, 1605]
quote-text: ಕಾಡಾನೆ ಸಮಸ್ಯೆ ಪರಿಹಾರಕ್ಕೆ ಸಂಬಂಧಿಸಿದಂತೆ ಆನೆ ದಾಮ ಸ್ಥಾಪಿಸಲು, ನೈಸರ್ಗಿಕ ಸಂಪನ್ಮೂಲ ಸಕಲೇಶಪುರದಲ್ಲಿ ಇದೆ ಆದರೆ ಪರಿಹಾರ ಮಾಡುವ ರಾಜಕೀಯ ಇಚ್ಛೆ ಶಕ್ತಿ ಇಲ್ಲದಂತಾಗಿದೆ. ಸರ್ಕಾರ ಪರಿಹಾರ ಸೂಚಿಸುವವರೆಗೂ ಹೋರಾಟ ನಡೆಸಬೇಕು. bbox=[362, 356, 610, 481]
quote-name: - ಹುಲ್ಲಳ್ಳಿ ಸುರೇಶ್ bbox=[734, 348, 842, 368]
person-figure bbox=[1266, 782, 1293, 816]
article-guarantee-column-3 bbox=[635, 997, 779, 1602]
person-figure bbox=[1422, 763, 1449, 797]
person-figure bbox=[501, 287, 528, 322]
person-figure bbox=[584, 287, 611, 322]
person-figure bbox=[1187, 763, 1214, 797]
person-figure bbox=[575, 1249, 602, 1283]
article-kadane-column-2 bbox=[338, 178, 630, 883]
article-kadane-headline: ಕಾಡಾನೆ ಸಮಸ್ಯೆ ಪರಿಹಾರಕ್ಕೆ ಸರ್ವಪಕ್ಷಗಳ ಮಹತ್ವದ ಸಭೆ bbox=[89, 98, 862, 146]
person-figure bbox=[989, 1820, 1016, 1854]
masthead-word-right: ವಿಜಯ bbox=[871, 22, 996, 81]
paragraph: ಕಾರ್ಯನಿರತ ಪತ್ರಕರ್ತರ ಸಂಘದ ಪದಾಧಿಕಾರಿಗಳು ಸೇರಿದಂತೆ ಇತರರು ಹಾಜರಿದ್ದರು. bbox=[1262, 1926, 1500, 1960]
person-figure bbox=[1236, 801, 1263, 835]
quote-title: ನಿವೃತ್ತ ಅರಣ್ಯ ಅಧಿಕಾರಿ, ಹಾಸನ. bbox=[707, 597, 869, 615]
article-sir-headline: SIR ಹೆಸರಿನಲ್ಲಿ ಪ್ರಜಾಸತ್ತಾತ್ಮಕ ಹಕ್ಕುಗಳ ಹರಣ? - ರಾ ಚಿಂತನ್ bbox=[39, 1635, 286, 1762]
paragraph: ಮಾಜಿ ಪ್ರಧಾನ ಮಂತ್ರಿ ಹಾಗೂ ರಾಜ್ಯಸಭಾ ಸದಸ್ಯರಾದ ಹೆಚ್.ಡಿದೇವೇಗೌಡ ಅವರು ಘನ ಉಪಸ್ಥಿತಿಯನ್ನು ವಹಿಸಲಿದ್ದು, ಕಂದಾಯ ಸಚಿವರು ಹಾಗೂ ಜಿಲ್ಲಾ ಉಸ್ತುವಾರಿ ಸಚಿವರಾದ ಕೃಷ್ಣ ಬೈರೇಗೌಡ ಅವರು ಕಾರ್ಯಕ್ರಮವನ್ನು ಉದ್ಘಾಟಿಸಲಿದ್ದಾರೆ. ಶಾಸಕರು ಹಾಗೂ ಕರ್ನಾಟಕ ರಾಜ್ಯ ಗೃಹ bbox=[949, 1477, 1214, 1567]
byline: ಭೀಮ ವಿಜಯ ನ್ಯೂಸ್ bbox=[954, 664, 1070, 680]
quote-box-cement-manju bbox=[338, 342, 630, 538]
byline-dot-icon bbox=[565, 1695, 576, 1707]
masthead bbox=[714, 22, 995, 82]
quote-title: ಶಾಸಕರು ಬೇಲೂರು, ವಿಧಾನಸಭಾ ಕ್ಷೇತ್ರ bbox=[692, 368, 884, 386]
article-sir-body bbox=[16, 1824, 550, 2410]
article-guarantee bbox=[16, 888, 934, 1602]
paragraph: ಕರ್ನಾಟಕ ಬೆಳೆಗಾರರ ಒಕ್ಕೂಟದ ಪ್ರಧಾನ ಕಾರ್ಯದರ್ಶಿ ಟಿ.ಪಿ.ಸುರೇಂದ್ರ, ಅವರು ಕಾಡಾನೆ ಸಮಸ್ಯೆ ಸಂಬಂಧ ನ್ಯಾಯಾಲಯದಲ್ಲಿ ನಡೆದಿರುವ ಪ್ರಕ್ರಿಯೆಗಳ ಕುರಿತು ಮಾಹಿತಿ ನೀಡಿದರು. bbox=[16, 560, 326, 612]
paragraph: ಪದಾಧಿಕಾರಿಗಳಿಗೆ ಅಭಿನಂದನಾ ಸಮಾರಂಭ ಉದ್ಘಾಟನೆ ನಡೆಸಿ ಮಾತನಾಡಿದ ಅವರು ಸಮಾಜದಲ್ಲಿ ಪತ್ರಕರ್ತರು ವಿಶ್ವಾಸಾರ್ಹತೆ ಉಳಿಸಿಕೊಂಡರೆ ಮಾತ್ರ ಗೌರವ ನೀಡುತ್ತದೆ. ಸ್ವಾತಂತ್ರ್ಯ ಪೂರ್ವದಲ್ಲಿ ಹಾಗೂ ಕರ್ನಾಟಕದ ಏಕೀಕರಣದಲ್ಲಿ ಪತ್ರಿಕೆಗಳ ಮಹತ್ವಪೂರ್ಣತೆಯಿಂದಲೇ ಜನರಲ್ಲಿ ಇಂದಿಗೂ ಪತ್ರಿಕಾರಂಗದ ಮೇಲೆ ವಿಶ್ವಾಸಾರ್ಹತೆವಿದೆ. bbox=[693, 1922, 970, 2030]
article-swartha-subhead: ಅರೇಹಳ್ಳಿಯಲ್ಲಿ ಸಾಮೂಹಿಕ ಶ್ರೀ ಸತ್ಯನಾರಾಯಣಸ್ವಾಮಿ ಪೂಜಾ ಸಂಪನ್ನ! bbox=[949, 601, 1499, 647]
article-savitha-headline: ಜ.27 ರಂದು ಸವಿತಾ ಮಹರ್ಷಿ ಜಯಂತಿ bbox=[988, 1346, 1460, 1387]
page-header bbox=[13, 11, 1499, 93]
